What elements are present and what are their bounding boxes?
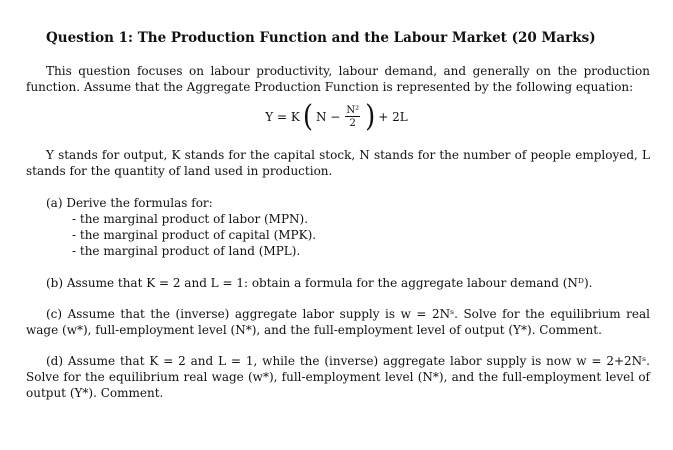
left-paren: ( <box>302 99 313 135</box>
fraction-numerator: N² <box>346 105 360 116</box>
part-a-item-mpn: - the marginal product of labor (MPN). <box>72 212 309 226</box>
equation-lhs: Y = K <box>265 110 300 124</box>
part-a-list <box>72 211 316 259</box>
production-function-equation <box>0 99 673 138</box>
intro-paragraph: This question focuses on labour productivity, labour demand, and generally on the production function. Assume that the Aggregate Production Function is represented by the following equation: <box>26 64 650 94</box>
part-a-item-mpk: - the marginal product of capital (MPK). <box>72 228 317 242</box>
part-a-lead: (a) Derive the formulas for: <box>46 196 213 210</box>
definitions-paragraph: Y stands for output, K stands for the capital stock, N stands for the number of people employed, L stands for the quantity of land used in production. <box>26 148 650 178</box>
part-a-item-mpl: - the marginal product of land (MPL). <box>72 244 301 258</box>
fraction-denominator: 2 <box>349 118 356 129</box>
equation-fraction <box>345 105 360 129</box>
equation-n-term: N − <box>315 110 341 124</box>
part-b: (b) Assume that K = 2 and L = 1: obtain a formula for the aggregate labour demand (Nᴰ). <box>46 276 593 290</box>
part-a <box>46 195 316 259</box>
part-d: (d) Assume that K = 2 and L = 1, while the (inverse) aggregate labor supply is now w = 2+2Nˢ. Solve for the equilibrium real wage (w*), full-employment level (N*), and the full-employment level of output (Y*). Comment. <box>26 354 650 400</box>
equation-rhs: + 2L <box>378 110 408 124</box>
right-paren: ) <box>365 99 376 135</box>
question-heading: Question 1: The Production Function and the Labour Market (20 Marks) <box>46 30 596 46</box>
part-c: (c) Assume that the (inverse) aggregate labor supply is w = 2Nˢ. Solve for the equilibrium real wage (w*), full-employment level (N*), and the full-employment level of output (Y*). Comment. <box>26 307 650 337</box>
